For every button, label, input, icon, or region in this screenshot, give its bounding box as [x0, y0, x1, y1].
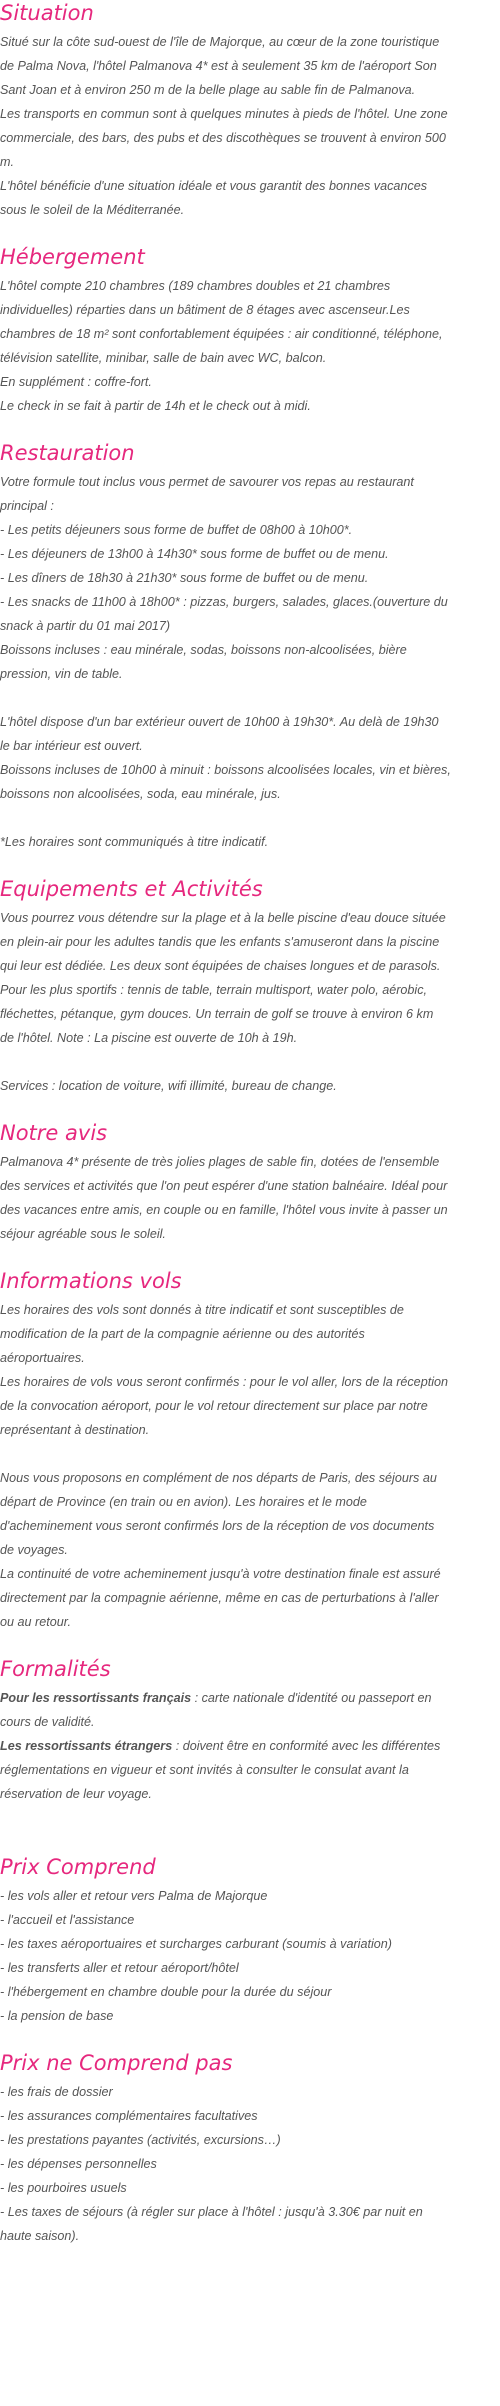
- text-line: *Les horaires sont communiqués à titre indicatif.: [0, 835, 269, 849]
- section-prix-comprend: [0, 1854, 500, 2028]
- text-line: modification de la part de la compagnie aérienne ou des autorités: [0, 1327, 365, 1341]
- text-line: Les transports en commun sont à quelques minutes à pieds de l'hôtel. Une zone: [0, 107, 448, 121]
- text-line: [0, 1686, 500, 1710]
- text-line: de voyages.: [0, 1543, 68, 1557]
- section-title: Hébergement: [0, 245, 145, 269]
- text-line: cours de validité.: [0, 1715, 95, 1729]
- text-line: réglementations en vigueur et sont invités à consulter le consulat avant la: [0, 1763, 409, 1777]
- section-title: Prix ne Comprend pas: [0, 2051, 233, 2075]
- text-line: boissons non alcoolisées, soda, eau minérale, jus.: [0, 787, 281, 801]
- text-line: En supplément : coffre-fort.: [0, 375, 152, 389]
- section-body: [0, 274, 500, 418]
- text-line: L'hôtel bénéficie d'une situation idéale et vous garantit des bonnes vacances: [0, 179, 427, 193]
- text-line: m.: [0, 155, 14, 169]
- text-line: Le check in se fait à partir de 14h et le check out à midi.: [0, 399, 311, 413]
- text-line: fléchettes, pétanque, gym douces. Un terrain de golf se trouve à environ 6 km: [0, 1007, 434, 1021]
- section-body: [0, 2080, 500, 2248]
- text-line: Situé sur la côte sud-ouest de l'île de Majorque, au cœur de la zone touristique: [0, 35, 440, 49]
- section-body: [0, 1150, 500, 1246]
- list-item: - les transferts aller et retour aéroport/hôtel: [0, 1961, 239, 1975]
- text-line: Boissons incluses de 10h00 à minuit : boissons alcoolisées locales, vin et bières,: [0, 763, 451, 777]
- text-line: qui leur est dédiée. Les deux sont équipées de chaises longues et de parasols.: [0, 959, 441, 973]
- text-line: - Les snacks de 11h00 à 18h00* : pizzas, burgers, salades, glaces.(ouverture du: [0, 595, 448, 609]
- text-line: télévision satellite, minibar, salle de bain avec WC, balcon.: [0, 351, 327, 365]
- french-nationals-label: Pour les ressortissants français: [0, 1691, 192, 1705]
- section-body: [0, 1884, 500, 2028]
- text-line: Palmanova 4* présente de très jolies plages de sable fin, dotées de l'ensemble: [0, 1155, 440, 1169]
- list-item: - la pension de base: [0, 2009, 114, 2023]
- section-body: [0, 906, 500, 1098]
- text-line: en plein-air pour les adultes tandis que les enfants s'amuseront dans la piscine: [0, 935, 440, 949]
- section-formalites: [0, 1656, 500, 1806]
- list-item: - les taxes aéroportuaires et surcharges carburant (soumis à variation): [0, 1937, 392, 1951]
- text-line: chambres de 18 m² sont confortablement équipées : air conditionné, téléphone,: [0, 327, 443, 341]
- section-title: Prix Comprend: [0, 1855, 156, 1879]
- text-line: pression, vin de table.: [0, 667, 123, 681]
- section-situation: [0, 0, 500, 222]
- text-line: sous le soleil de la Méditerranée.: [0, 203, 185, 217]
- text-line: ou au retour.: [0, 1615, 71, 1629]
- text-line: snack à partir du 01 mai 2017): [0, 619, 171, 633]
- list-item: - les pourboires usuels: [0, 2181, 127, 2195]
- section-title: Equipements et Activités: [0, 877, 263, 901]
- section-equipements: [0, 876, 500, 1098]
- section-body: [0, 30, 500, 222]
- text-line: des vacances entre amis, en couple ou en famille, l'hôtel vous invite à passer un: [0, 1203, 448, 1217]
- section-notre-avis: [0, 1120, 500, 1246]
- section-body: [0, 1298, 500, 1634]
- text-line: Nous vous proposons en complément de nos départs de Paris, des séjours au: [0, 1471, 437, 1485]
- section-prix-ne-comprend-pas: [0, 2050, 500, 2248]
- text-line: aéroportuaires.: [0, 1351, 85, 1365]
- text-line: de l'hôtel. Note : La piscine est ouverte de 10h à 19h.: [0, 1031, 298, 1045]
- list-item: - les assurances complémentaires facultatives: [0, 2109, 258, 2123]
- section-title: Formalités: [0, 1657, 111, 1681]
- text-line: le bar intérieur est ouvert.: [0, 739, 143, 753]
- text-line: [0, 1734, 500, 1758]
- text-line: directement par la compagnie aérienne, même en cas de perturbations à l'aller: [0, 1591, 439, 1605]
- text-line: La continuité de votre acheminement jusqu'à votre destination finale est assuré: [0, 1567, 441, 1581]
- text-line: de la convocation aéroport, pour le vol retour directement sur place par notre: [0, 1399, 428, 1413]
- section-body: [0, 1686, 500, 1806]
- text-line: Vous pourrez vous détendre sur la plage et à la belle piscine d'eau douce située: [0, 911, 446, 925]
- list-item: - l'hébergement en chambre double pour la durée du séjour: [0, 1985, 332, 1999]
- text-line: Boissons incluses : eau minérale, sodas, boissons non-alcoolisées, bière: [0, 643, 407, 657]
- text-line: Votre formule tout inclus vous permet de savourer vos repas au restaurant: [0, 475, 414, 489]
- section-body: [0, 470, 500, 854]
- text-line: Services : location de voiture, wifi illimité, bureau de change.: [0, 1079, 337, 1093]
- text-line: d'acheminement vous seront confirmés lors de la réception de vos documents: [0, 1519, 435, 1533]
- list-item: - les frais de dossier: [0, 2085, 113, 2099]
- list-item: - Les taxes de séjours (à régler sur place à l'hôtel : jusqu'à 3.30€ par nuit en: [0, 2205, 423, 2219]
- text-line: des services et activités que l'on peut espérer d'une station balnéaire. Idéal pour: [0, 1179, 448, 1193]
- foreign-nationals-text: : doivent être en conformité avec les différentes: [172, 1739, 441, 1753]
- text-line: individuelles) réparties dans un bâtiment de 8 étages avec ascenseur.Les: [0, 303, 410, 317]
- section-hebergement: [0, 244, 500, 418]
- section-title: Restauration: [0, 441, 135, 465]
- list-item: - les prestations payantes (activités, excursions…): [0, 2133, 281, 2147]
- section-restauration: [0, 440, 500, 854]
- french-nationals-text: : carte nationale d'identité ou passeport en: [191, 1691, 432, 1705]
- text-line: Sant Joan et à environ 250 m de la belle plage au sable fin de Palmanova.: [0, 83, 416, 97]
- text-line: séjour agréable sous le soleil.: [0, 1227, 166, 1241]
- text-line: - Les déjeuners de 13h00 à 14h30* sous forme de buffet ou de menu.: [0, 547, 389, 561]
- text-line: principal :: [0, 499, 54, 513]
- section-title: Informations vols: [0, 1269, 182, 1293]
- text-line: Les horaires des vols sont donnés à titre indicatif et sont susceptibles de: [0, 1303, 404, 1317]
- text-line: départ de Province (en train ou en avion). Les horaires et le mode: [0, 1495, 367, 1509]
- text-line: - Les dîners de 18h30 à 21h30* sous forme de buffet ou de menu.: [0, 571, 369, 585]
- text-line: L'hôtel dispose d'un bar extérieur ouvert de 10h00 à 19h30*. Au delà de 19h30: [0, 715, 439, 729]
- list-item: - l'accueil et l'assistance: [0, 1913, 135, 1927]
- section-title: Notre avis: [0, 1121, 108, 1145]
- list-item: - les vols aller et retour vers Palma de Majorque: [0, 1889, 268, 1903]
- text-line: de Palma Nova, l'hôtel Palmanova 4* est à seulement 35 km de l'aéroport Son: [0, 59, 437, 73]
- text-line: - Les petits déjeuners sous forme de buffet de 08h00 à 10h00*.: [0, 523, 353, 537]
- text-line: Les horaires de vols vous seront confirmés : pour le vol aller, lors de la réception: [0, 1375, 449, 1389]
- list-item: haute saison).: [0, 2229, 80, 2243]
- text-line: Pour les plus sportifs : tennis de table, terrain multisport, water polo, aérobic,: [0, 983, 427, 997]
- text-line: représentant à destination.: [0, 1423, 150, 1437]
- text-line: commerciale, des bars, des pubs et des discothèques se trouvent à environ 500: [0, 131, 446, 145]
- foreign-nationals-label: Les ressortissants étrangers: [0, 1739, 173, 1753]
- section-title: Situation: [0, 1, 94, 25]
- list-item: - les dépenses personnelles: [0, 2157, 157, 2171]
- text-line: réservation de leur voyage.: [0, 1787, 152, 1801]
- section-informations-vols: [0, 1268, 500, 1634]
- text-line: L'hôtel compte 210 chambres (189 chambres doubles et 21 chambres: [0, 279, 391, 293]
